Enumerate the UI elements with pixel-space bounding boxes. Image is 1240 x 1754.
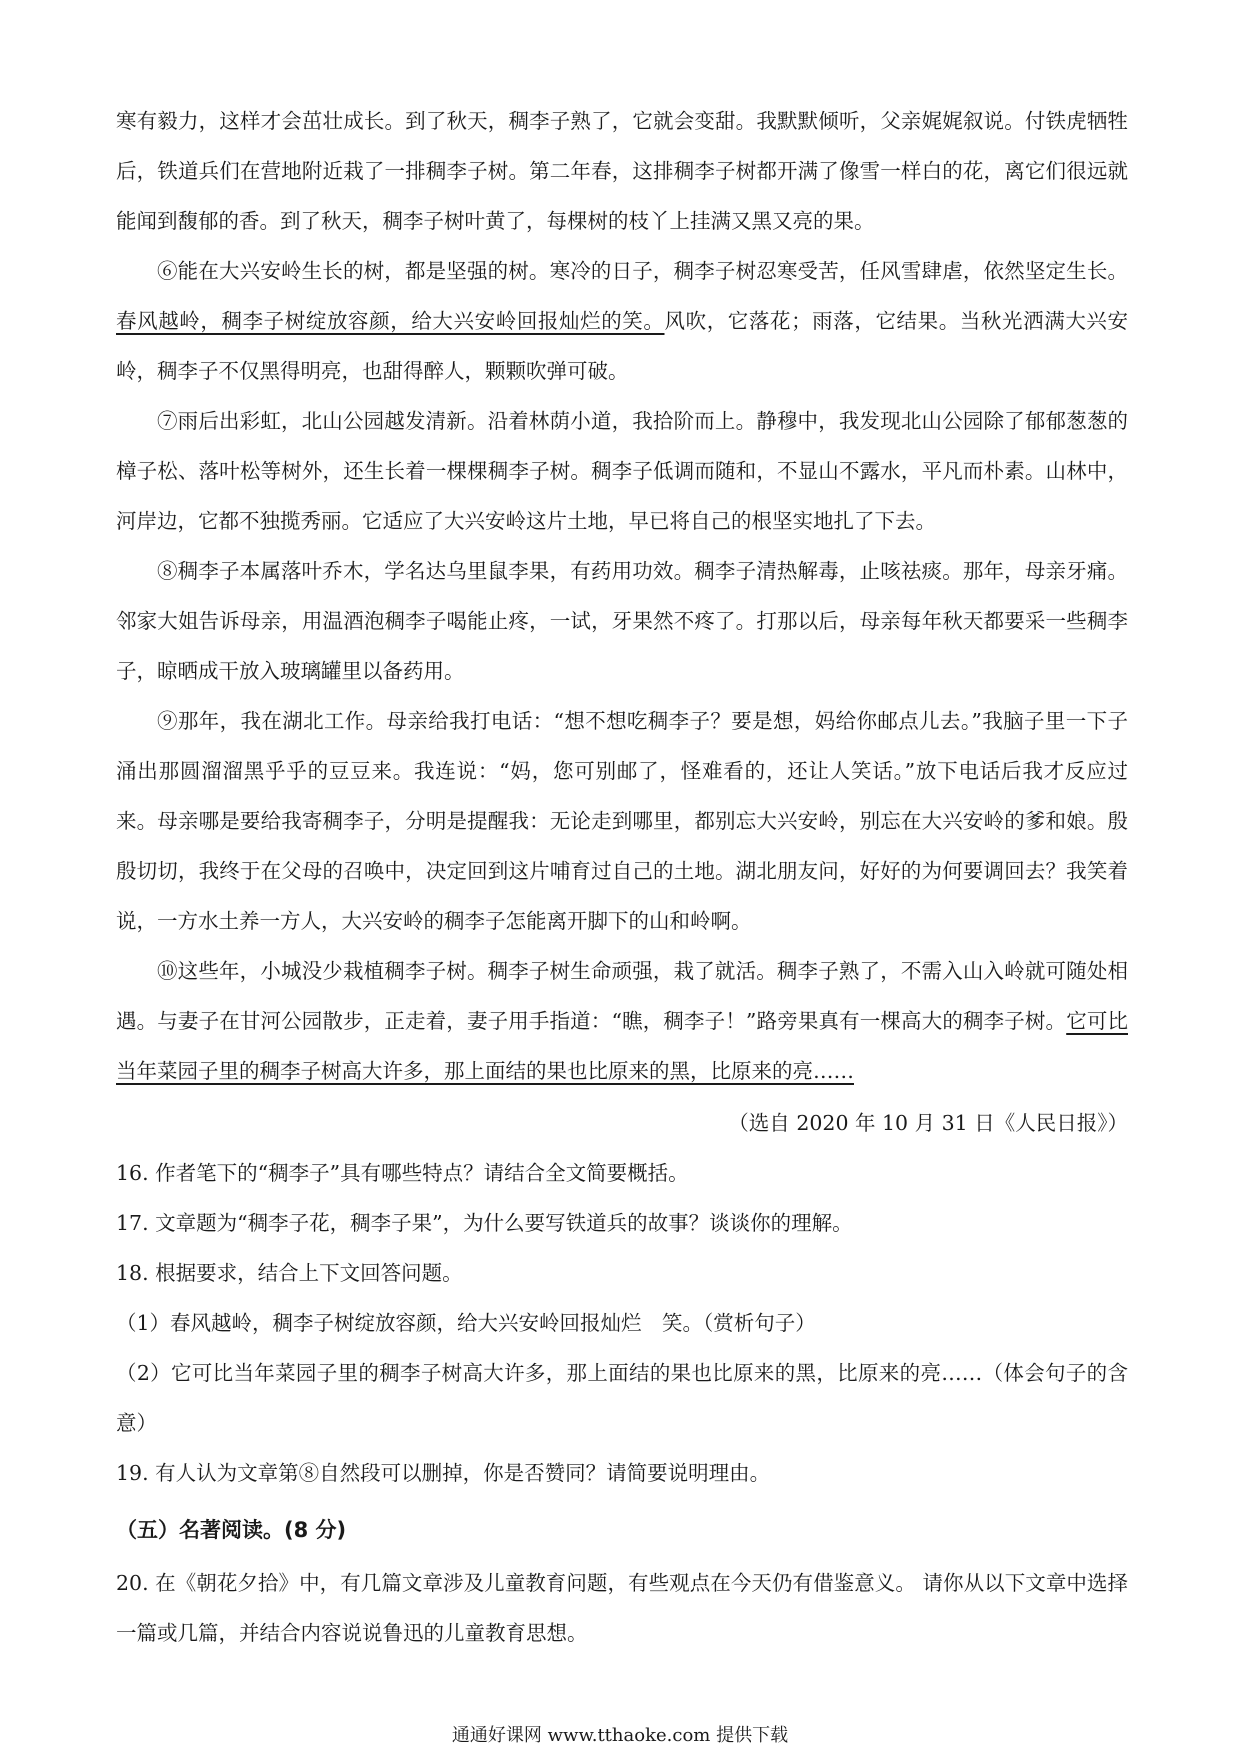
paragraph-6-text-b: 风吹，它落花；雨落，它结果。当秋光洒满大兴安岭，稠李子不仅黑得明亮，也甜得醉人，颗颗吹弹可破。 xyxy=(116,309,1129,383)
document-page xyxy=(116,96,1128,1658)
article-source: （选自 2020 年 10 月 31 日《人民日报》） xyxy=(728,1111,1128,1135)
paragraph-10-underlined-sentence: 它可比当年菜园子里的稠李子树高大许多，那上面结的果也比原来的黑，比原来的亮…… xyxy=(116,1009,1128,1083)
question-16: 16. 作者笔下的“稠李子”具有哪些特点？请结合全文简要概括。 xyxy=(116,1161,689,1185)
paragraph-6-underlined-sentence: 春风越岭，稠李子树绽放容颜，给大兴安岭回报灿烂的笑。 xyxy=(116,309,665,333)
paragraph-7: ⑦雨后出彩虹，北山公园越发清新。沿着林荫小道，我拾阶而上。静穆中，我发现北山公园除了郁郁葱葱的樟子松、落叶松等树外，还生长着一棵棵稠李子树。稠李子低调而随和，不显山不露水，平凡而朴素。山林中，河岸边，它都不独揽秀丽。它适应了大兴安岭这片土地，早已将自己的根坚实地扎了下去。 xyxy=(116,409,1128,533)
paragraph-6 xyxy=(116,246,1128,396)
question-18-part-1: （1）春风越岭，稠李子树绽放容颜，给大兴安岭回报灿烂 笑。（赏析句子） xyxy=(116,1311,816,1335)
paragraph-6-text-a: ⑥能在大兴安岭生长的树，都是坚强的树。寒冷的日子，稠李子树忍寒受苦，任风雪肆虐，依然坚定生长。 xyxy=(157,259,1128,283)
page-footer: 通通好课网 www.tthaoke.com 提供下载 xyxy=(451,1725,789,1746)
paragraph-5-continued: 寒有毅力，这样才会茁壮成长。到了秋天，稠李子熟了，它就会变甜。我默默倾听，父亲娓娓叙说。付铁虎牺牲后，铁道兵们在营地附近栽了一排稠李子树。第二年春，这排稠李子树都开满了像雪一样白的花，离它们很远就能闻到馥郁的香。到了秋天，稠李子树叶黄了，每棵树的枝丫上挂满又黑又亮的果。 xyxy=(116,109,1128,233)
question-17: 17. 文章题为“稠李子花，稠李子果”，为什么要写铁道兵的故事？谈谈你的理解。 xyxy=(116,1211,853,1235)
question-19: 19. 有人认为文章第⑧自然段可以删掉，你是否赞同？请简要说明理由。 xyxy=(116,1461,771,1485)
section-5-heading: （五）名著阅读。(8 分) xyxy=(116,1518,347,1542)
question-18-part-2: （2）它可比当年菜园子里的稠李子树高大许多，那上面结的果也比原来的黑，比原来的亮……（体会句子的含意） xyxy=(116,1361,1128,1435)
question-18: 18. 根据要求，结合上下文回答问题。 xyxy=(116,1261,463,1285)
paragraph-10-text: ⑩这些年，小城没少栽植稠李子树。稠李子树生命顽强，栽了就活。稠李子熟了，不需入山入岭就可随处相遇。与妻子在甘河公园散步，正走着，妻子用手指道：“瞧，稠李子！”路旁果真有一棵高大的稠李子树。 xyxy=(116,959,1128,1033)
question-20: 20. 在《朝花夕拾》中，有几篇文章涉及儿童教育问题，有些观点在今天仍有借鉴意义。 请你从以下文章中选择一篇或几篇，并结合内容说说鲁迅的儿童教育思想。 xyxy=(116,1571,1128,1645)
paragraph-9: ⑨那年，我在湖北工作。母亲给我打电话：“想不想吃稠李子？要是想，妈给你邮点儿去。”我脑子里一下子涌出那圆溜溜黑乎乎的豆豆来。我连说：“妈，您可别邮了，怪难看的，还让人笑话。”放下电话后我才反应过来。母亲哪是要给我寄稠李子，分明是提醒我：无论走到哪里，都别忘大兴安岭，别忘在大兴安岭的爹和娘。殷殷切切，我终于在父母的召唤中，决定回到这片哺育过自己的土地。湖北朋友问，好好的为何要调回去？我笑着说，一方水土养一方人，大兴安岭的稠李子怎能离开脚下的山和岭啊。 xyxy=(116,709,1128,933)
paragraph-8: ⑧稠李子本属落叶乔木，学名达乌里鼠李果，有药用功效。稠李子清热解毒，止咳祛痰。那年，母亲牙痛。邻家大姐告诉母亲，用温酒泡稠李子喝能止疼，一试，牙果然不疼了。打那以后，母亲每年秋天都要采一些稠李子，晾晒成干放入玻璃罐里以备药用。 xyxy=(116,559,1128,683)
paragraph-10 xyxy=(116,946,1128,1096)
